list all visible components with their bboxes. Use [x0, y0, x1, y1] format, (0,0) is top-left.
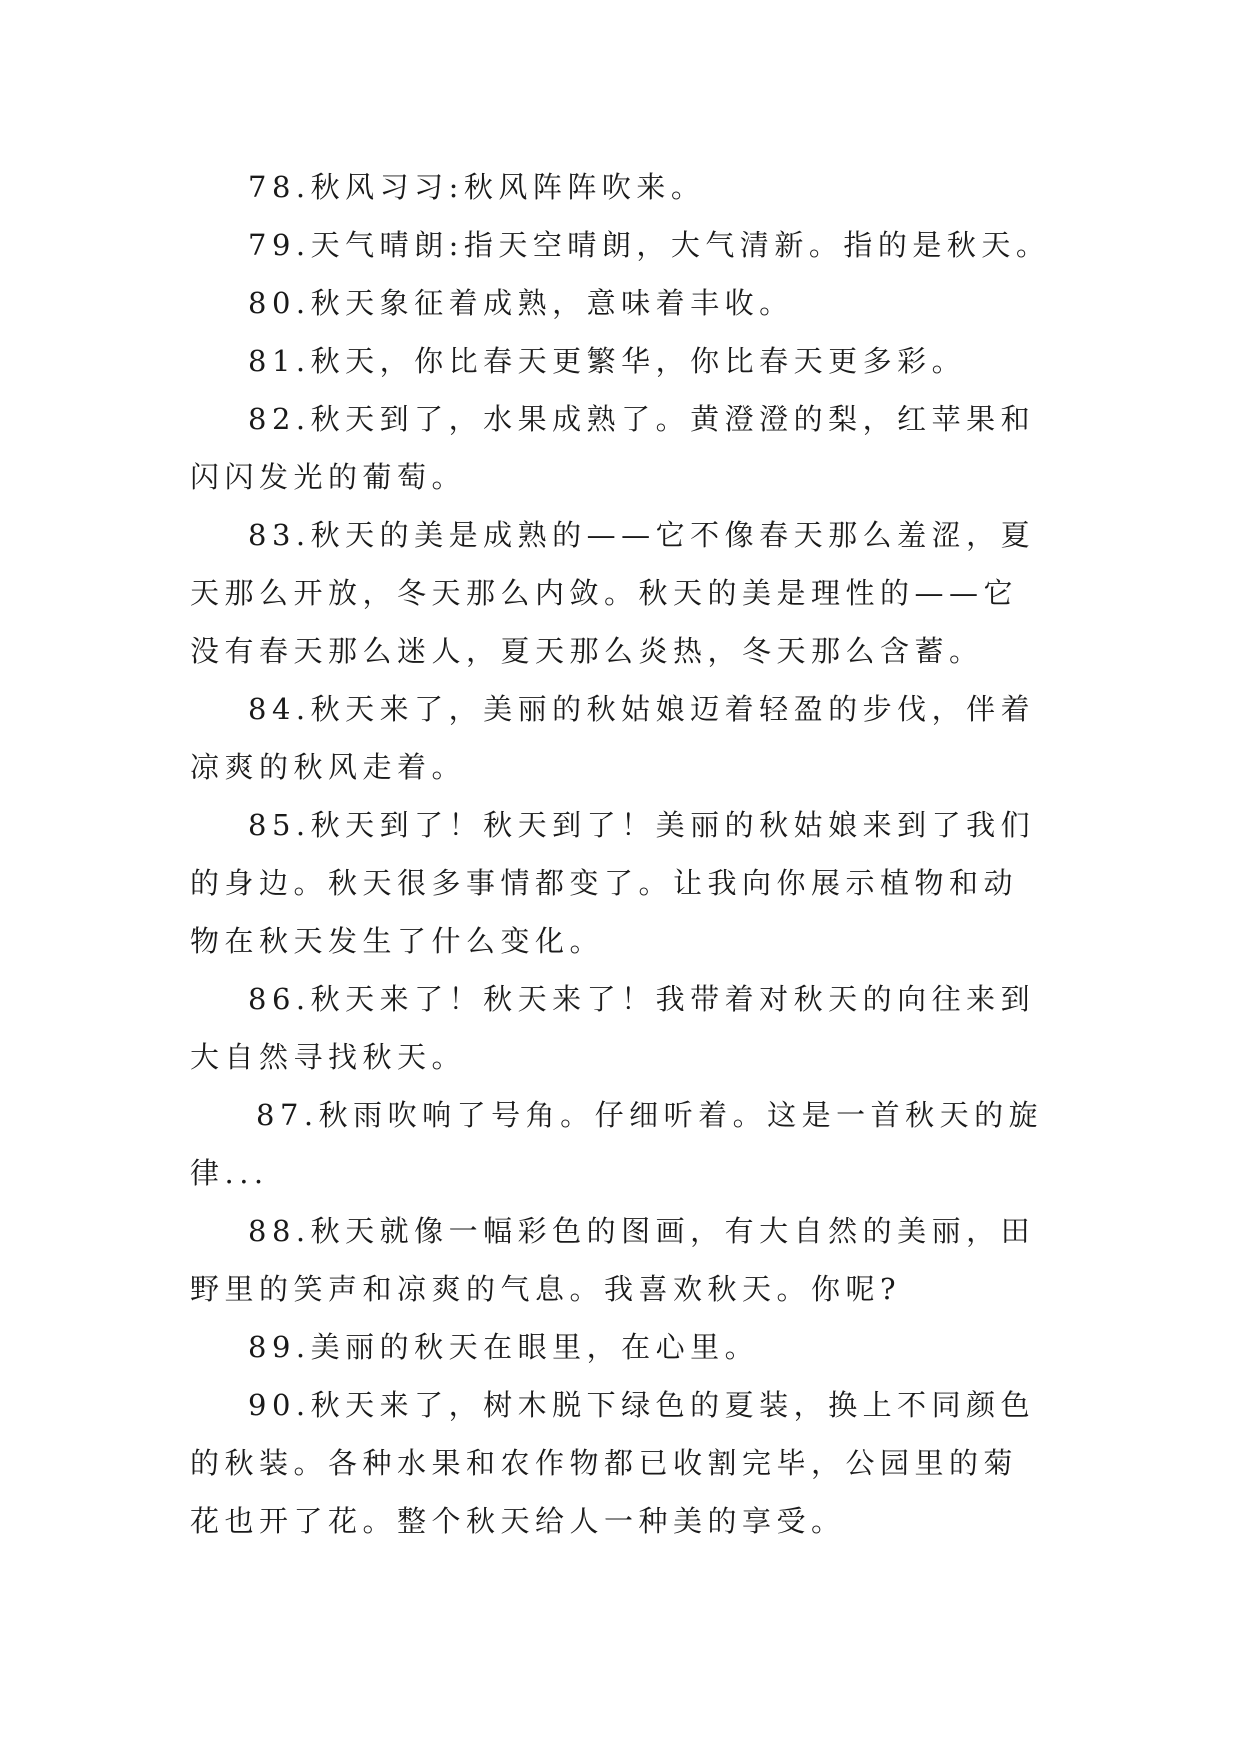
- paragraph-88: 88.秋天就像一幅彩色的图画，有大自然的美丽，田野里的笑声和凉爽的气息。我喜欢秋天。你呢?: [190, 1214, 1036, 1306]
- paragraph-85: 85.秋天到了！秋天到了！美丽的秋姑娘来到了我们的身边。秋天很多事情都变了。让我向你展示植物和动物在秋天发生了什么变化。: [190, 808, 1036, 958]
- paragraph-83: 83.秋天的美是成熟的——它不像春天那么羞涩，夏天那么开放，冬天那么内敛。秋天的美是理性的——它没有春天那么迷人，夏天那么炎热，冬天那么含蓄。: [190, 518, 1036, 668]
- paragraph-86: 86.秋天来了！秋天来了！我带着对秋天的向往来到大自然寻找秋天。: [190, 982, 1036, 1074]
- paragraph-78: 78.秋风习习:秋风阵阵吹来。: [248, 170, 706, 204]
- document-body: [190, 158, 1051, 1550]
- paragraph-89: 89.美丽的秋天在眼里，在心里。: [248, 1330, 760, 1364]
- paragraph-82: 82.秋天到了，水果成熟了。黄澄澄的梨，红苹果和闪闪发光的葡萄。: [190, 402, 1036, 494]
- paragraph-84: 84.秋天来了，美丽的秋姑娘迈着轻盈的步伐，伴着凉爽的秋风走着。: [190, 692, 1036, 784]
- paragraph-80: 80.秋天象征着成熟，意味着丰收。: [248, 286, 794, 320]
- paragraph-79: 79.天气晴朗:指天空晴朗，大气清新。指的是秋天。: [248, 228, 1051, 262]
- paragraph-87: 87.秋雨吹响了号角。仔细听着。这是一首秋天的旋律...: [190, 1098, 1044, 1190]
- paragraph-81: 81.秋天，你比春天更繁华，你比春天更多彩。: [248, 344, 967, 378]
- paragraph-90: 90.秋天来了，树木脱下绿色的夏装，换上不同颜色的秋装。各种水果和农作物都已收割完毕，公园里的菊花也开了花。整个秋天给人一种美的享受。: [190, 1388, 1036, 1538]
